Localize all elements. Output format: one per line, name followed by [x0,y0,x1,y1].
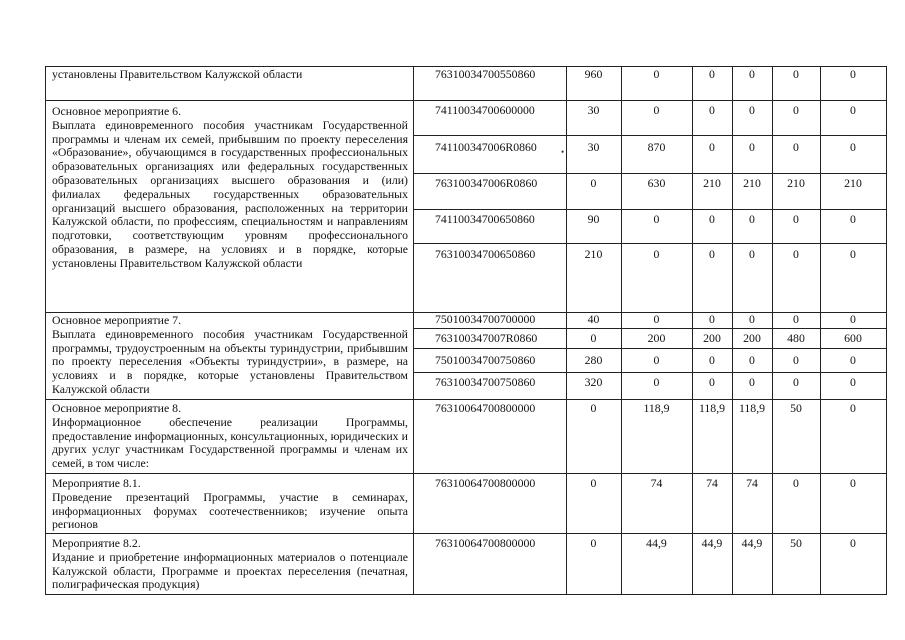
value-cell: 0 [709,375,715,389]
value-cell: 90 [587,212,600,226]
value-cell: 0 [850,536,856,550]
value-cell: 0 [850,401,856,415]
budget-code: 76310034700550860 [435,67,536,81]
value-cell: 200 [743,331,761,345]
value-cell: 0 [850,476,856,490]
budget-code: 76310034700650860 [435,247,536,261]
budget-code: 76310034700750860 [435,375,536,389]
value-cell: 320 [584,375,603,389]
value-cell: 0 [653,103,660,117]
value-cell: 0 [749,375,755,389]
row-divider [45,399,887,400]
subrow-divider [413,372,887,373]
row-divider [45,533,887,534]
value-cell: 50 [790,536,802,550]
value-cell: 44,9 [646,536,667,550]
value-cell: 0 [653,375,660,389]
row-description-text: Мероприятие 8.1. Проведение презентаций Программы, участие в семинарах, информационных форумах соотечественников; изучение опыта регионов [52,476,408,532]
value-cell: 0 [653,247,660,261]
subrow-divider [413,243,887,244]
subrow-divider [413,135,887,136]
value-cell: 40 [587,312,600,326]
value-cell: 0 [749,140,755,154]
value-cell: 0 [793,212,799,226]
table-border-bottom [45,594,887,595]
value-cell: 0 [749,67,755,81]
value-cell: 0 [793,140,799,154]
value-cell: 210 [743,176,761,190]
subrow-divider [413,209,887,210]
scan-mark: • [561,147,565,157]
value-cell: 74 [650,476,663,490]
value-cell: 118,9 [698,401,726,415]
value-cell: 0 [653,67,660,81]
budget-code: 74110034700650860 [435,212,535,226]
value-cell: 0 [850,140,856,154]
value-cell: 0 [653,212,660,226]
row-description-text: Основное мероприятие 7. Выплата единовременного пособия участникам Государственной программы, трудоустроенным на объекты туриндустрии, прибывшим по проекту переселения «Объекты туриндустрии», в размере, на условиях и в порядке, которые установлены Правительством Калужской области [52,313,408,396]
value-cell: 118,9 [738,401,766,415]
row-description-text: Основное мероприятие 6. Выплата единовременного пособия участникам Государственной программы и членам их семей, прибывшим по проекту переселения «Образование», обучающимся в государственных профессиональных образовательных организациях или федеральных государственных образовательных организациях высшего образования и (или) филиалах федеральных государственных образовательных организаций высшего образования, расположенных на территории Калужской области, по профессиям, специальностям и направлениям подготовки, соответствующим уровням профессионального образования, в размере, на условиях и в порядке, которые установлены Правительством Калужской области [52,104,408,270]
value-cell: 0 [709,212,715,226]
value-cell: 0 [793,312,799,326]
value-cell: 74 [746,476,758,490]
budget-code: 75010034700700000 [435,312,536,326]
budget-code: 75010034700750860 [435,353,536,367]
budget-code: 741100347006R0860 [435,140,537,154]
value-cell: 200 [703,331,721,345]
value-cell: 0 [709,247,715,261]
value-cell: 0 [749,353,755,367]
row-description [52,68,408,82]
value-cell: 0 [749,247,755,261]
value-cell: 44,9 [741,536,763,550]
budget-code: 76310064700800000 [435,536,536,550]
value-cell: 0 [793,375,799,389]
value-cell: 0 [590,331,597,345]
row-description [52,314,408,397]
value-cell: 30 [587,103,600,117]
value-cell: 0 [749,312,755,326]
budget-code: 763100347006R0860 [435,176,538,190]
budget-code: 76310064700800000 [435,476,536,490]
value-cell: 960 [584,67,603,81]
budget-code: 74110034700600000 [435,103,535,117]
value-cell: 210 [584,247,603,261]
subrow-divider [413,328,887,329]
value-cell: 0 [793,103,799,117]
value-cell: 0 [709,140,715,154]
value-cell: 630 [647,176,666,190]
value-cell: 210 [703,176,721,190]
value-cell: 0 [653,353,660,367]
row-description [52,402,408,471]
value-cell: 0 [793,247,799,261]
row-divider [45,100,887,101]
value-cell: 118,9 [643,401,670,415]
table-border-right [886,66,887,595]
value-cell: 0 [850,212,856,226]
value-cell: 0 [590,401,597,415]
row-description-text: Мероприятие 8.2. Издание и приобретение информационных материалов о потенциале Калужской области, Программе и проектах переселения (печатная, полиграфическая продукция) [52,536,408,592]
value-cell: 0 [850,247,856,261]
value-cell: 0 [590,536,597,550]
value-cell: 0 [709,312,715,326]
value-cell: 50 [790,401,802,415]
subrow-divider [413,348,887,349]
value-cell: 210 [787,176,805,190]
value-cell: 0 [850,353,856,367]
value-cell: 44,9 [701,536,723,550]
value-cell: 870 [647,140,666,154]
row-description-text: Основное мероприятие 8. Информационное обеспечение реализации Программы, предоставление информационных, консультационных, юридических и других услуг участникам Государственной программы и членам их семей, в том числе: [52,401,408,471]
value-cell: 0 [793,67,799,81]
value-cell: 0 [793,476,799,490]
value-cell: 600 [844,331,862,345]
value-cell: 280 [584,353,603,367]
value-cell: 74 [706,476,718,490]
value-cell: 0 [793,353,799,367]
row-divider [45,473,887,474]
value-cell: 200 [647,331,666,345]
value-cell: 30 [587,140,600,154]
value-cell: 0 [850,375,856,389]
row-description [52,477,408,532]
value-cell: 0 [709,353,715,367]
row-description-text: установлены Правительством Калужской области [52,67,303,81]
value-cell: 480 [787,331,805,345]
column-divider [413,66,414,595]
value-cell: 0 [590,176,597,190]
value-cell: 0 [590,476,597,490]
budget-code: 76310064700800000 [435,401,536,415]
value-cell: 0 [749,212,755,226]
value-cell: 0 [850,67,856,81]
value-cell: 0 [850,103,856,117]
value-cell: 0 [653,312,660,326]
budget-code: 763100347007R0860 [435,331,538,345]
value-cell: 0 [709,67,715,81]
subrow-divider [413,173,887,174]
row-description [52,537,408,592]
value-cell: 210 [844,176,862,190]
row-description [52,105,408,271]
table-border-left [45,66,46,595]
value-cell: 0 [749,103,755,117]
value-cell: 0 [709,103,715,117]
value-cell: 0 [850,312,856,326]
